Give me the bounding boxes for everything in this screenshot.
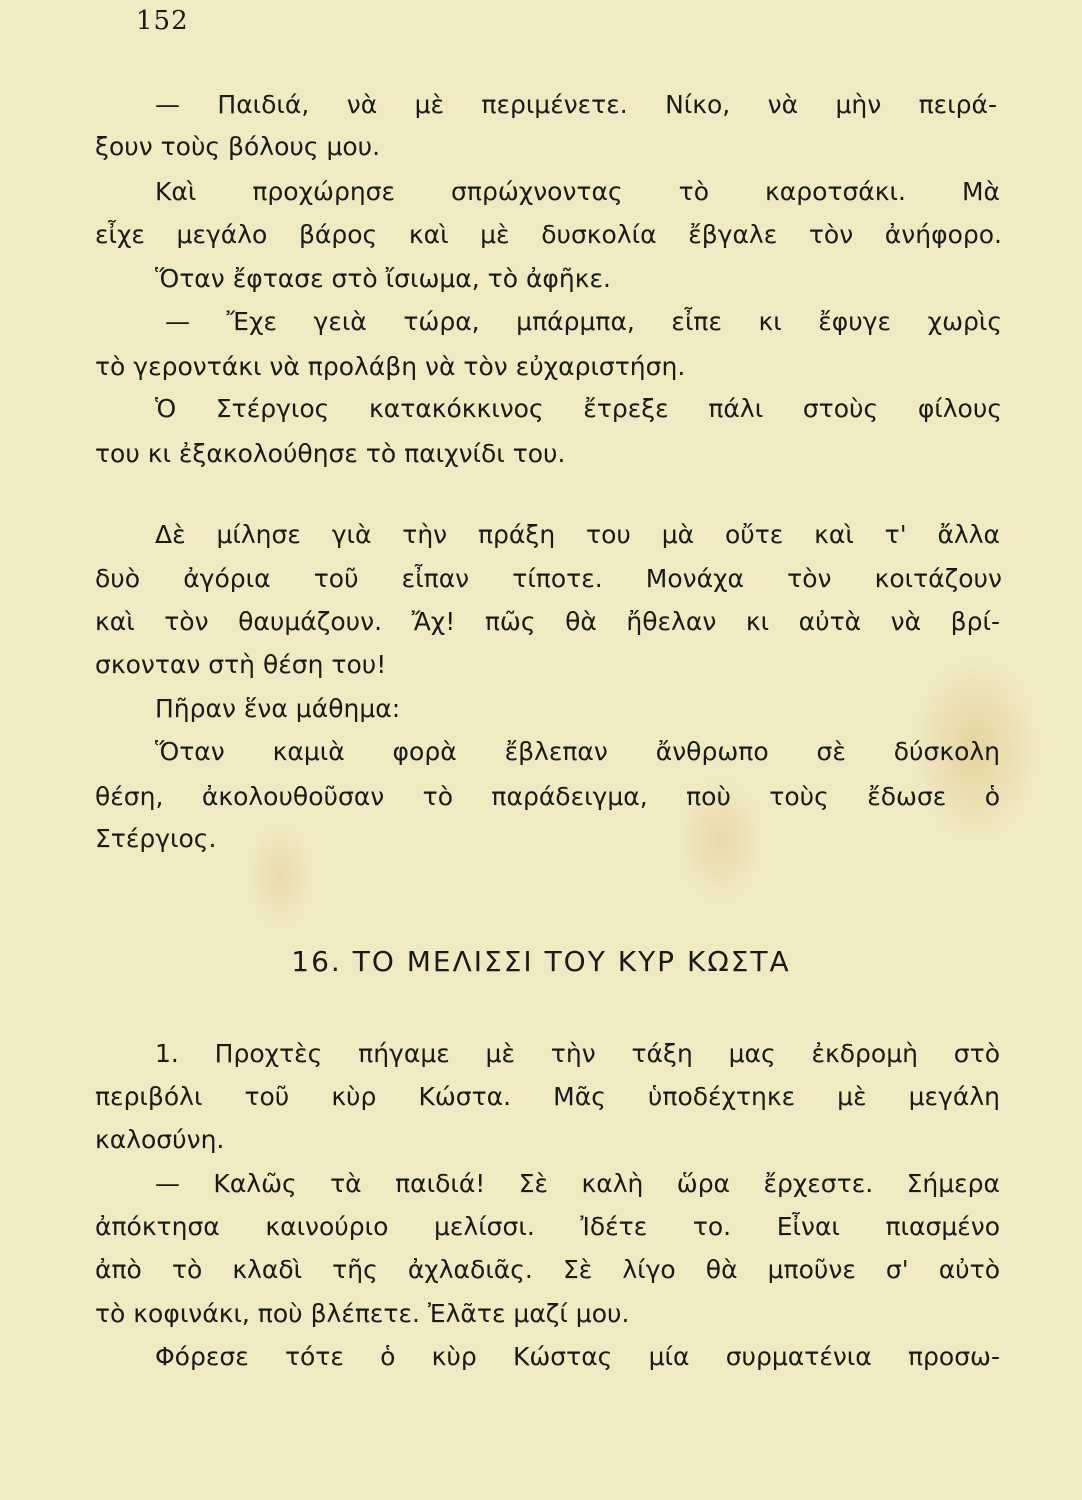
- text-line: Δὲ μίλησε γιὰ τὴν πράξη του μὰ οὔτε καὶ τ' ἄλλα: [155, 520, 1000, 549]
- text-line: — Καλῶς τὰ παιδιά! Σὲ καλὴ ὥρα ἔρχεστε. Σήμερα: [155, 1169, 1000, 1198]
- text-line: εἶχε μεγάλο βάρος καὶ μὲ δυσκολία ἔβγαλε τὸν ἀνήφορο.: [95, 220, 1002, 249]
- text-line: καλοσύνη.: [95, 1125, 225, 1154]
- text-line: — Ἔχε γειὰ τώρα, μπάρμπα, εἶπε κι ἔφυγε χωρὶς: [165, 307, 1002, 336]
- text-line: ἀπὸ τὸ κλαδὶ τῆς ἀχλαδιᾶς. Σὲ λίγο θὰ μποῦνε σ' αὐτὸ: [95, 1255, 1000, 1284]
- text-line: θέση, ἀκολουθοῦσαν τὸ παράδειγμα, ποὺ τοὺς ἔδωσε ὁ: [95, 782, 1000, 811]
- text-line: του κι ἐξακολούθησε τὸ παιχνίδι του.: [95, 439, 566, 468]
- text-line: Πῆραν ἕνα μάθημα:: [155, 694, 401, 723]
- text-line: καὶ τὸν θαυμάζουν. Ἄχ! πῶς θὰ ἤθελαν κι αὐτὰ νὰ βρί-: [95, 607, 1000, 636]
- text-line: Καὶ προχώρησε σπρώχνοντας τὸ καροτσάκι. Μὰ: [155, 177, 1000, 206]
- text-line: Ὅταν καμιὰ φορὰ ἔβλεπαν ἄνθρωπο σὲ δύσκολη: [155, 737, 1000, 766]
- text-line: Ὁ Στέργιος κατακόκκινος ἔτρεξε πάλι στοὺς φίλους: [155, 394, 1002, 423]
- text-line: δυὸ ἀγόρια τοῦ εἶπαν τίποτε. Μονάχα τὸν κοιτάζουν: [95, 564, 1002, 593]
- text-line: Φόρεσε τότε ὁ κὺρ Κώστας μία συρματένια προσω-: [155, 1342, 1000, 1371]
- text-line: Στέργιος.: [95, 824, 217, 853]
- text-line: ἀπόκτησα καινούριο μελίσσι. Ἰδέτε το. Εἶναι πιασμένο: [95, 1212, 1000, 1241]
- text-line: τὸ κοφινάκι, ποὺ βλέπετε. Ἐλᾶτε μαζί μου.: [95, 1299, 630, 1328]
- text-line: Ὅταν ἔφτασε στὸ ἴσιωμα, τὸ ἀφῆκε.: [155, 264, 611, 293]
- text-line: σκονταν στὴ θέση του!: [95, 650, 387, 679]
- text-line: περιβόλι τοῦ κὺρ Κώστα. Μᾶς ὑποδέχτηκε μὲ μεγάλη: [95, 1082, 1000, 1111]
- page-number: 152: [136, 6, 189, 36]
- text-line: — Παιδιά, νὰ μὲ περιμένετε. Νίκο, νὰ μὴν πειρά-: [155, 90, 997, 119]
- text-line: τὸ γεροντάκι νὰ προλάβη νὰ τὸν εὐχαριστήση.: [95, 352, 686, 381]
- text-line: ξουν τοὺς βόλους μου.: [95, 132, 381, 161]
- chapter-title: 16. ΤΟ ΜΕΛΙΣΣΙ ΤΟΥ ΚΥΡ ΚΩΣΤΑ: [291, 945, 791, 978]
- text-line: 1. Προχτὲς πήγαμε μὲ τὴν τάξη μας ἐκδρομὴ στὸ: [155, 1039, 1000, 1068]
